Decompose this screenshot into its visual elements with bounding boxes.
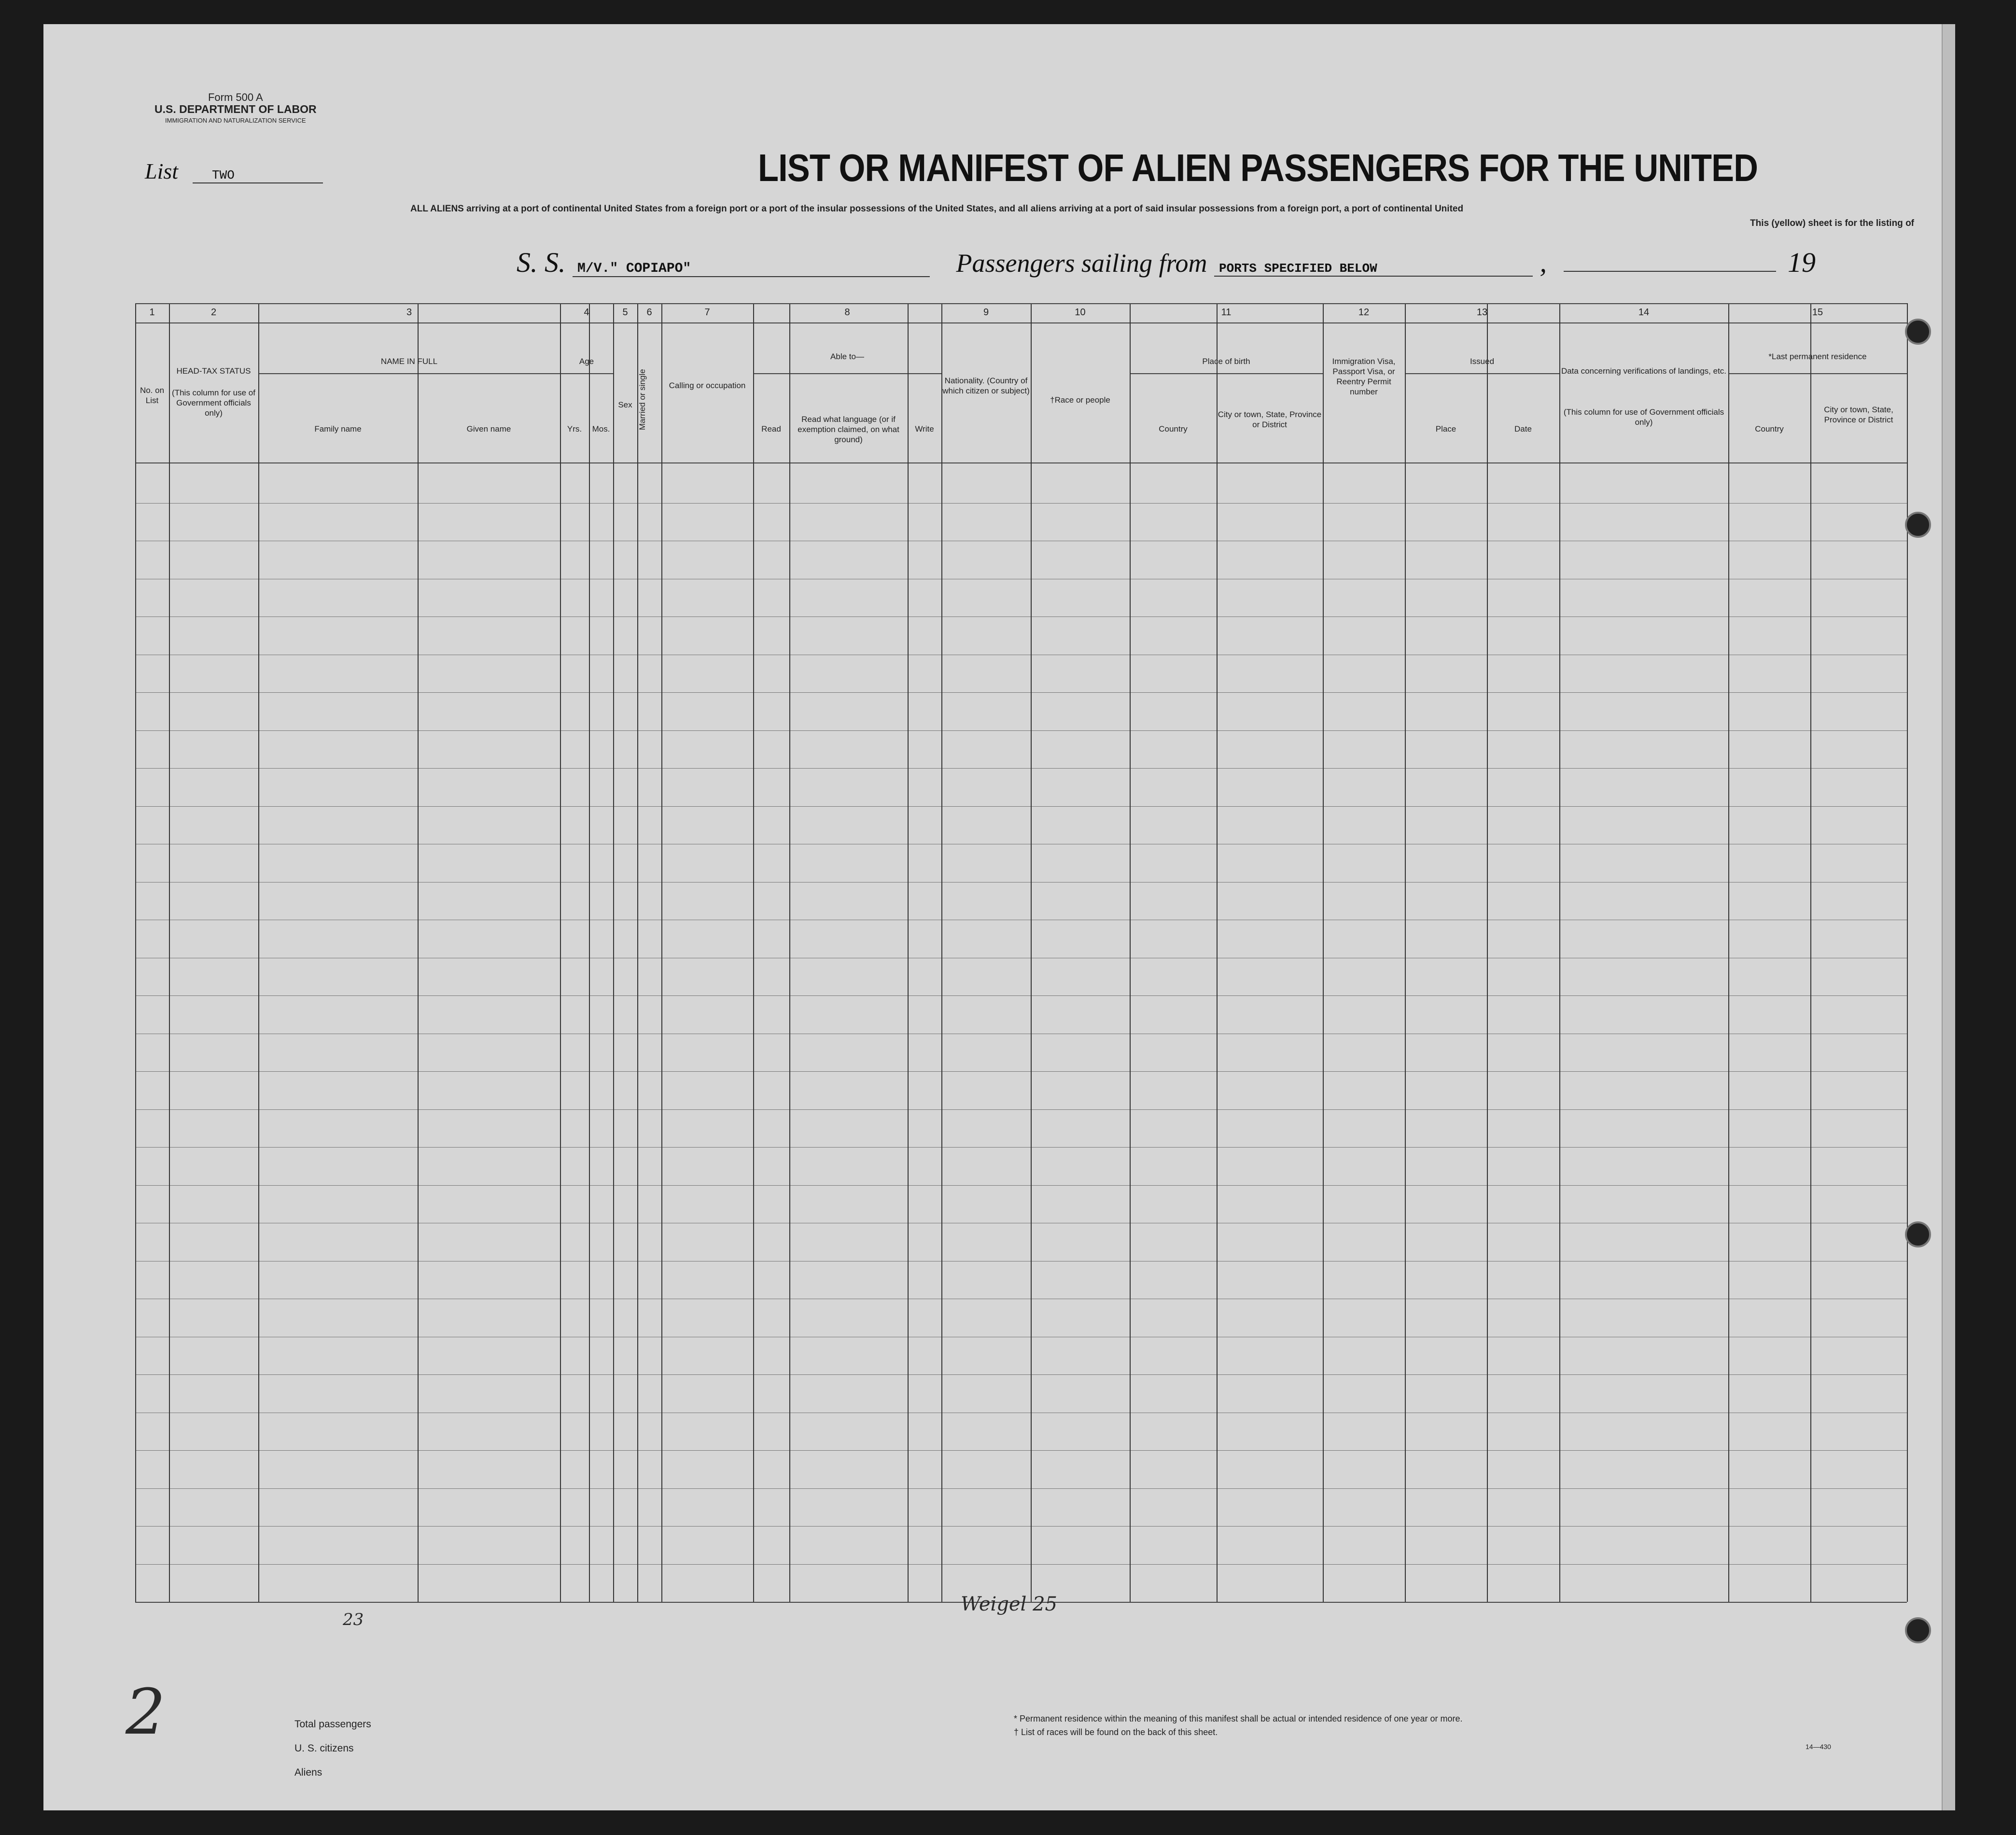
column-number: 5 [622, 307, 628, 318]
header-given-name: Given name [466, 424, 511, 434]
column-rule [560, 303, 561, 1602]
header-issued: Issued [1470, 357, 1495, 366]
row-rule [135, 1071, 1907, 1072]
date-blank [1564, 271, 1776, 272]
row-rule [135, 1185, 1907, 1186]
header-res-city: City or town, State, Province or District [1824, 405, 1893, 424]
form-header [154, 92, 317, 126]
column-rule [1728, 303, 1729, 1602]
header-date: Date [1514, 424, 1532, 434]
column-number: 1 [149, 307, 155, 318]
row-rule [135, 730, 1907, 731]
year-prefix: 19 [1788, 247, 1816, 278]
subtitle-line-2: This (yellow) sheet is for the listing of [1750, 218, 1914, 228]
footnote-residence: * Permanent residence within the meaning of this manifest shall be actual or intended residence of one year or more. [1014, 1714, 1463, 1723]
ship-line [517, 246, 1816, 279]
header-nationality: Nationality. (Country of which citizen or subject) [942, 376, 1030, 395]
handwritten-bottom-note: Weigel 25 [961, 1593, 1057, 1615]
column-rule [418, 303, 419, 1602]
ship-label: S. S. [517, 247, 566, 278]
ship-name: M/V." COPIAPO" [573, 261, 930, 277]
header-able-to: Able to— [830, 352, 864, 361]
column-number: 8 [844, 307, 850, 318]
column-number: 14 [1638, 307, 1650, 318]
pencil-note-23: 23 [343, 1610, 364, 1629]
rule [135, 322, 1907, 323]
column-number: 7 [704, 307, 710, 318]
row-rule [135, 806, 1907, 807]
binder-hole [1905, 319, 1931, 345]
rule [258, 373, 560, 374]
header-read-language: Read what language (or if exemption claimed, on what ground) [798, 415, 899, 444]
column-rule [1810, 303, 1811, 1602]
us-citizens-label: U. S. citizens [294, 1743, 354, 1754]
header-visa: Immigration Visa, Passport Visa, or Reentry Permit number [1332, 357, 1396, 396]
row-rule [135, 1109, 1907, 1110]
column-rule [908, 303, 909, 1602]
header-place-of-birth: Place of birth [1202, 357, 1250, 366]
column-number: 11 [1221, 307, 1232, 318]
rule [1405, 373, 1559, 374]
column-number: 15 [1812, 307, 1823, 318]
header-calling: Calling or occupation [669, 381, 746, 390]
header-married: Married or single [638, 369, 647, 431]
column-rule [789, 303, 790, 1602]
rule [135, 462, 1907, 463]
header-read: Read [761, 424, 781, 434]
header-yrs: Yrs. [567, 424, 582, 434]
footnote-races: † List of races will be found on the back of this sheet. [1014, 1727, 1218, 1737]
column-rule [637, 303, 638, 1602]
column-number: 12 [1358, 307, 1370, 318]
column-rule [1907, 303, 1908, 1602]
header-family-name: Family name [314, 424, 362, 434]
column-rule [135, 303, 136, 1602]
service-name: IMMIGRATION AND NATURALIZATION SERVICE [165, 117, 306, 124]
header-head-tax-note: (This column for use of Government officials only) [172, 388, 255, 418]
row-rule [135, 1564, 1907, 1565]
column-number: 9 [983, 307, 989, 318]
column-rule [1323, 303, 1324, 1602]
sailing-from: PORTS SPECIFIED BELOW [1214, 261, 1533, 277]
row-rule [135, 1450, 1907, 1451]
column-number: 2 [210, 307, 217, 318]
column-number: 13 [1476, 307, 1488, 318]
subtitle-line-1: ALL ALIENS arriving at a port of continental United States from a foreign port or a port of the insular possessions of the United States, and all aliens arriving at a port of said insular possessions from a foreign port, a port of continental United [410, 204, 1464, 214]
rule [560, 373, 613, 374]
binder-hole [1905, 512, 1931, 538]
list-label: List [145, 159, 179, 183]
header-no-on-list: No. on List [140, 386, 165, 405]
column-number: 3 [406, 307, 412, 318]
column-rule [1130, 303, 1131, 1602]
row-rule [135, 768, 1907, 769]
department-name: U.S. DEPARTMENT OF LABOR [154, 103, 317, 115]
row-rule [135, 1488, 1907, 1489]
header-mos: Mos. [592, 424, 610, 434]
column-rule [753, 303, 754, 1602]
header-name-in-full: NAME IN FULL [380, 357, 438, 366]
header-race: †Race or people [1050, 395, 1110, 405]
binder-hole [1905, 1221, 1931, 1247]
rule [753, 373, 941, 374]
manifest-sheet [43, 24, 1955, 1810]
passenger-table [135, 303, 1955, 1672]
row-rule [135, 616, 1907, 617]
list-number [145, 158, 323, 184]
header-res-country: Country [1755, 424, 1784, 434]
column-rule [589, 303, 590, 1602]
header-last-residence: *Last permanent residence [1768, 352, 1867, 361]
total-passengers-label: Total passengers [294, 1719, 371, 1730]
header-age: Age [579, 357, 594, 366]
header-data-verif-note: (This column for use of Government officials only) [1563, 407, 1724, 427]
row-rule [135, 692, 1907, 693]
column-rule [1405, 303, 1406, 1602]
handwritten-mark: 2 [126, 1675, 166, 1749]
column-rule [1559, 303, 1560, 1602]
row-rule [135, 995, 1907, 996]
row-rule [135, 1526, 1907, 1527]
aliens-label: Aliens [294, 1767, 322, 1778]
column-number: 6 [646, 307, 652, 318]
binder-hole [1905, 1617, 1931, 1643]
column-rule [1031, 303, 1032, 1602]
page-title: LIST OR MANIFEST OF ALIEN PASSENGERS FOR THE UNITED [758, 146, 1758, 189]
column-rule [169, 303, 170, 1602]
list-value: TWO [193, 168, 323, 183]
column-rule [613, 303, 614, 1602]
rule [1130, 373, 1323, 374]
column-rule [941, 303, 942, 1602]
header-sex: Sex [618, 400, 632, 409]
row-rule [135, 1147, 1907, 1148]
header-country: Country [1159, 424, 1188, 434]
column-rule [258, 303, 259, 1602]
column-rule [1487, 303, 1488, 1602]
header-head-tax: HEAD-TAX STATUS [176, 366, 251, 376]
column-rule [661, 303, 662, 1602]
header-city: City or town, State, Province or District [1218, 410, 1322, 429]
header-place: Place [1435, 424, 1456, 434]
comma: , [1540, 247, 1547, 278]
rule [1728, 373, 1907, 374]
column-number: 10 [1075, 307, 1086, 318]
footnote-code: 14—430 [1806, 1743, 1831, 1751]
sailing-label: Passengers sailing from [956, 249, 1207, 278]
header-write: Write [915, 424, 934, 434]
row-rule [135, 1374, 1907, 1375]
header-data-verif: Data concerning verifications of landings, etc. [1561, 366, 1727, 376]
row-rule [135, 503, 1907, 504]
column-rule [1217, 303, 1218, 1602]
rule [135, 303, 1907, 304]
form-number: Form 500 A [208, 91, 263, 103]
column-number: 4 [584, 307, 589, 318]
